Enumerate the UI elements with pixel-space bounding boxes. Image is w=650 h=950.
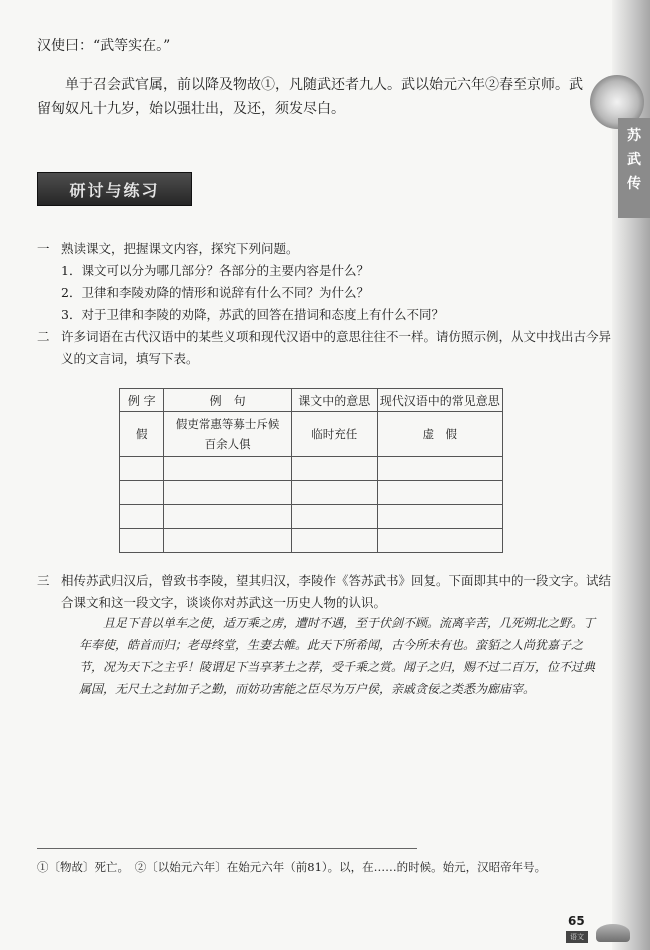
- passage-text: 留匈奴凡十九岁，始以强壮出，及还，须发尽白。: [37, 101, 345, 117]
- exercise-marker: 三: [37, 573, 50, 588]
- table-row: [120, 457, 503, 481]
- passage-line: 汉使曰：“武等实在。”: [37, 38, 171, 54]
- table-cell: [291, 457, 377, 481]
- exercise-1-item: 3．对于卫律和李陵的劝降，苏武的回答在措词和态度上有什么不同？: [61, 307, 444, 322]
- table-cell: [291, 505, 377, 529]
- table-header: 课文中的意思: [291, 389, 377, 412]
- exercise-2-prompt: [37, 326, 611, 347]
- table-cell: [377, 529, 502, 553]
- table-cell: [164, 412, 291, 457]
- exercise-3-text: 合课文和这一段文字，谈谈你对苏武这一历史人物的认识。: [61, 595, 387, 610]
- chapter-side-tab: [618, 118, 650, 218]
- table-cell: [120, 505, 164, 529]
- vocabulary-table: [119, 388, 503, 553]
- page-label: 语文: [566, 931, 588, 943]
- table-row: [120, 481, 503, 505]
- section-banner: 研讨与练习: [37, 172, 192, 206]
- passage-paragraph: [37, 73, 602, 97]
- passage-text: 单于召会武官属，前以降及物故①，凡随武还者九人。武以始元六年②春至京师。武: [65, 77, 583, 93]
- table-header: 现代汉语中的常见意思: [377, 389, 502, 412]
- table-cell: [164, 505, 291, 529]
- table-cell: 假: [120, 412, 164, 457]
- table-header: 例 句: [164, 389, 291, 412]
- side-tab-char: 苏: [627, 128, 641, 144]
- exercise-marker: 二: [37, 329, 50, 344]
- footnote: ①〔物故〕死亡。 ②〔以始元六年〕在始元六年（前81）。以，在……的时候。始元，汉昭帝年号。: [37, 860, 547, 874]
- table-cell: 虚 假: [377, 412, 502, 457]
- table-row: [120, 412, 503, 457]
- exercise-1-item: 2．卫律和李陵劝降的情形和说辞有什么不同？为什么？: [61, 285, 369, 300]
- quoted-letter-passage: 且足下昔以单车之使，适万乘之虏，遭时不遇，至于伏剑不顾。流离辛苦，几死朔北之野。丁年奉使，皓首而归；老母终堂，生妻去帷。此天下所希闻，古今所未有也。蛮貊之人尚犹嘉子之节，况为天下之主乎！陵谓足下当享茅土之荐，受千乘之赏。闻子之归，赐不过二百万，位不过典属国，无尺土之封加子之勤，而妨功害能之臣尽为万户侯，亲戚贪佞之类悉为廊庙宰。: [79, 616, 596, 696]
- table-cell: [377, 481, 502, 505]
- table-cell: [120, 481, 164, 505]
- table-cell: [164, 529, 291, 553]
- table-cell: [377, 457, 502, 481]
- footnote-divider: [37, 848, 417, 849]
- example-sentence-line: 假吏常惠等募士斥候: [175, 417, 280, 431]
- example-sentence-line: 百余人俱: [204, 437, 251, 451]
- table-header: 例 字: [120, 389, 164, 412]
- exercise-2-text: 许多词语在古代汉语中的某些义项和现代汉语中的意思往往不一样。请仿照示例，从文中找出古今异: [61, 329, 612, 344]
- exercise-3-text: 相传苏武归汉后，曾致书李陵，望其归汉，李陵作《答苏武书》回复。下面即其中的一段文字。试结: [61, 573, 612, 588]
- table-cell: [120, 529, 164, 553]
- exercise-1-item: 1．课文可以分为哪几部分？各部分的主要内容是什么？: [61, 263, 369, 278]
- exercise-1-prompt: [37, 238, 299, 259]
- table-row: [120, 529, 503, 553]
- exercise-1-text: 熟读课文，把握课文内容，探究下列问题。: [61, 241, 299, 256]
- table-cell: 临时充任: [291, 412, 377, 457]
- table-cell: [164, 481, 291, 505]
- page-number: 65: [568, 914, 585, 928]
- table-cell: [291, 481, 377, 505]
- table-cell: [291, 529, 377, 553]
- side-tab-char: 武: [627, 152, 641, 168]
- exercise-3-prompt: [37, 570, 611, 591]
- table-cell: [120, 457, 164, 481]
- table-cell: [164, 457, 291, 481]
- exercise-marker: 一: [37, 241, 50, 256]
- exercise-2-text: 义的文言词，填写下表。: [61, 351, 199, 366]
- table-cell: [377, 505, 502, 529]
- page-ornament-icon: [596, 924, 630, 942]
- table-header-row: [120, 389, 503, 412]
- table-row: [120, 505, 503, 529]
- side-tab-char: 传: [627, 176, 641, 192]
